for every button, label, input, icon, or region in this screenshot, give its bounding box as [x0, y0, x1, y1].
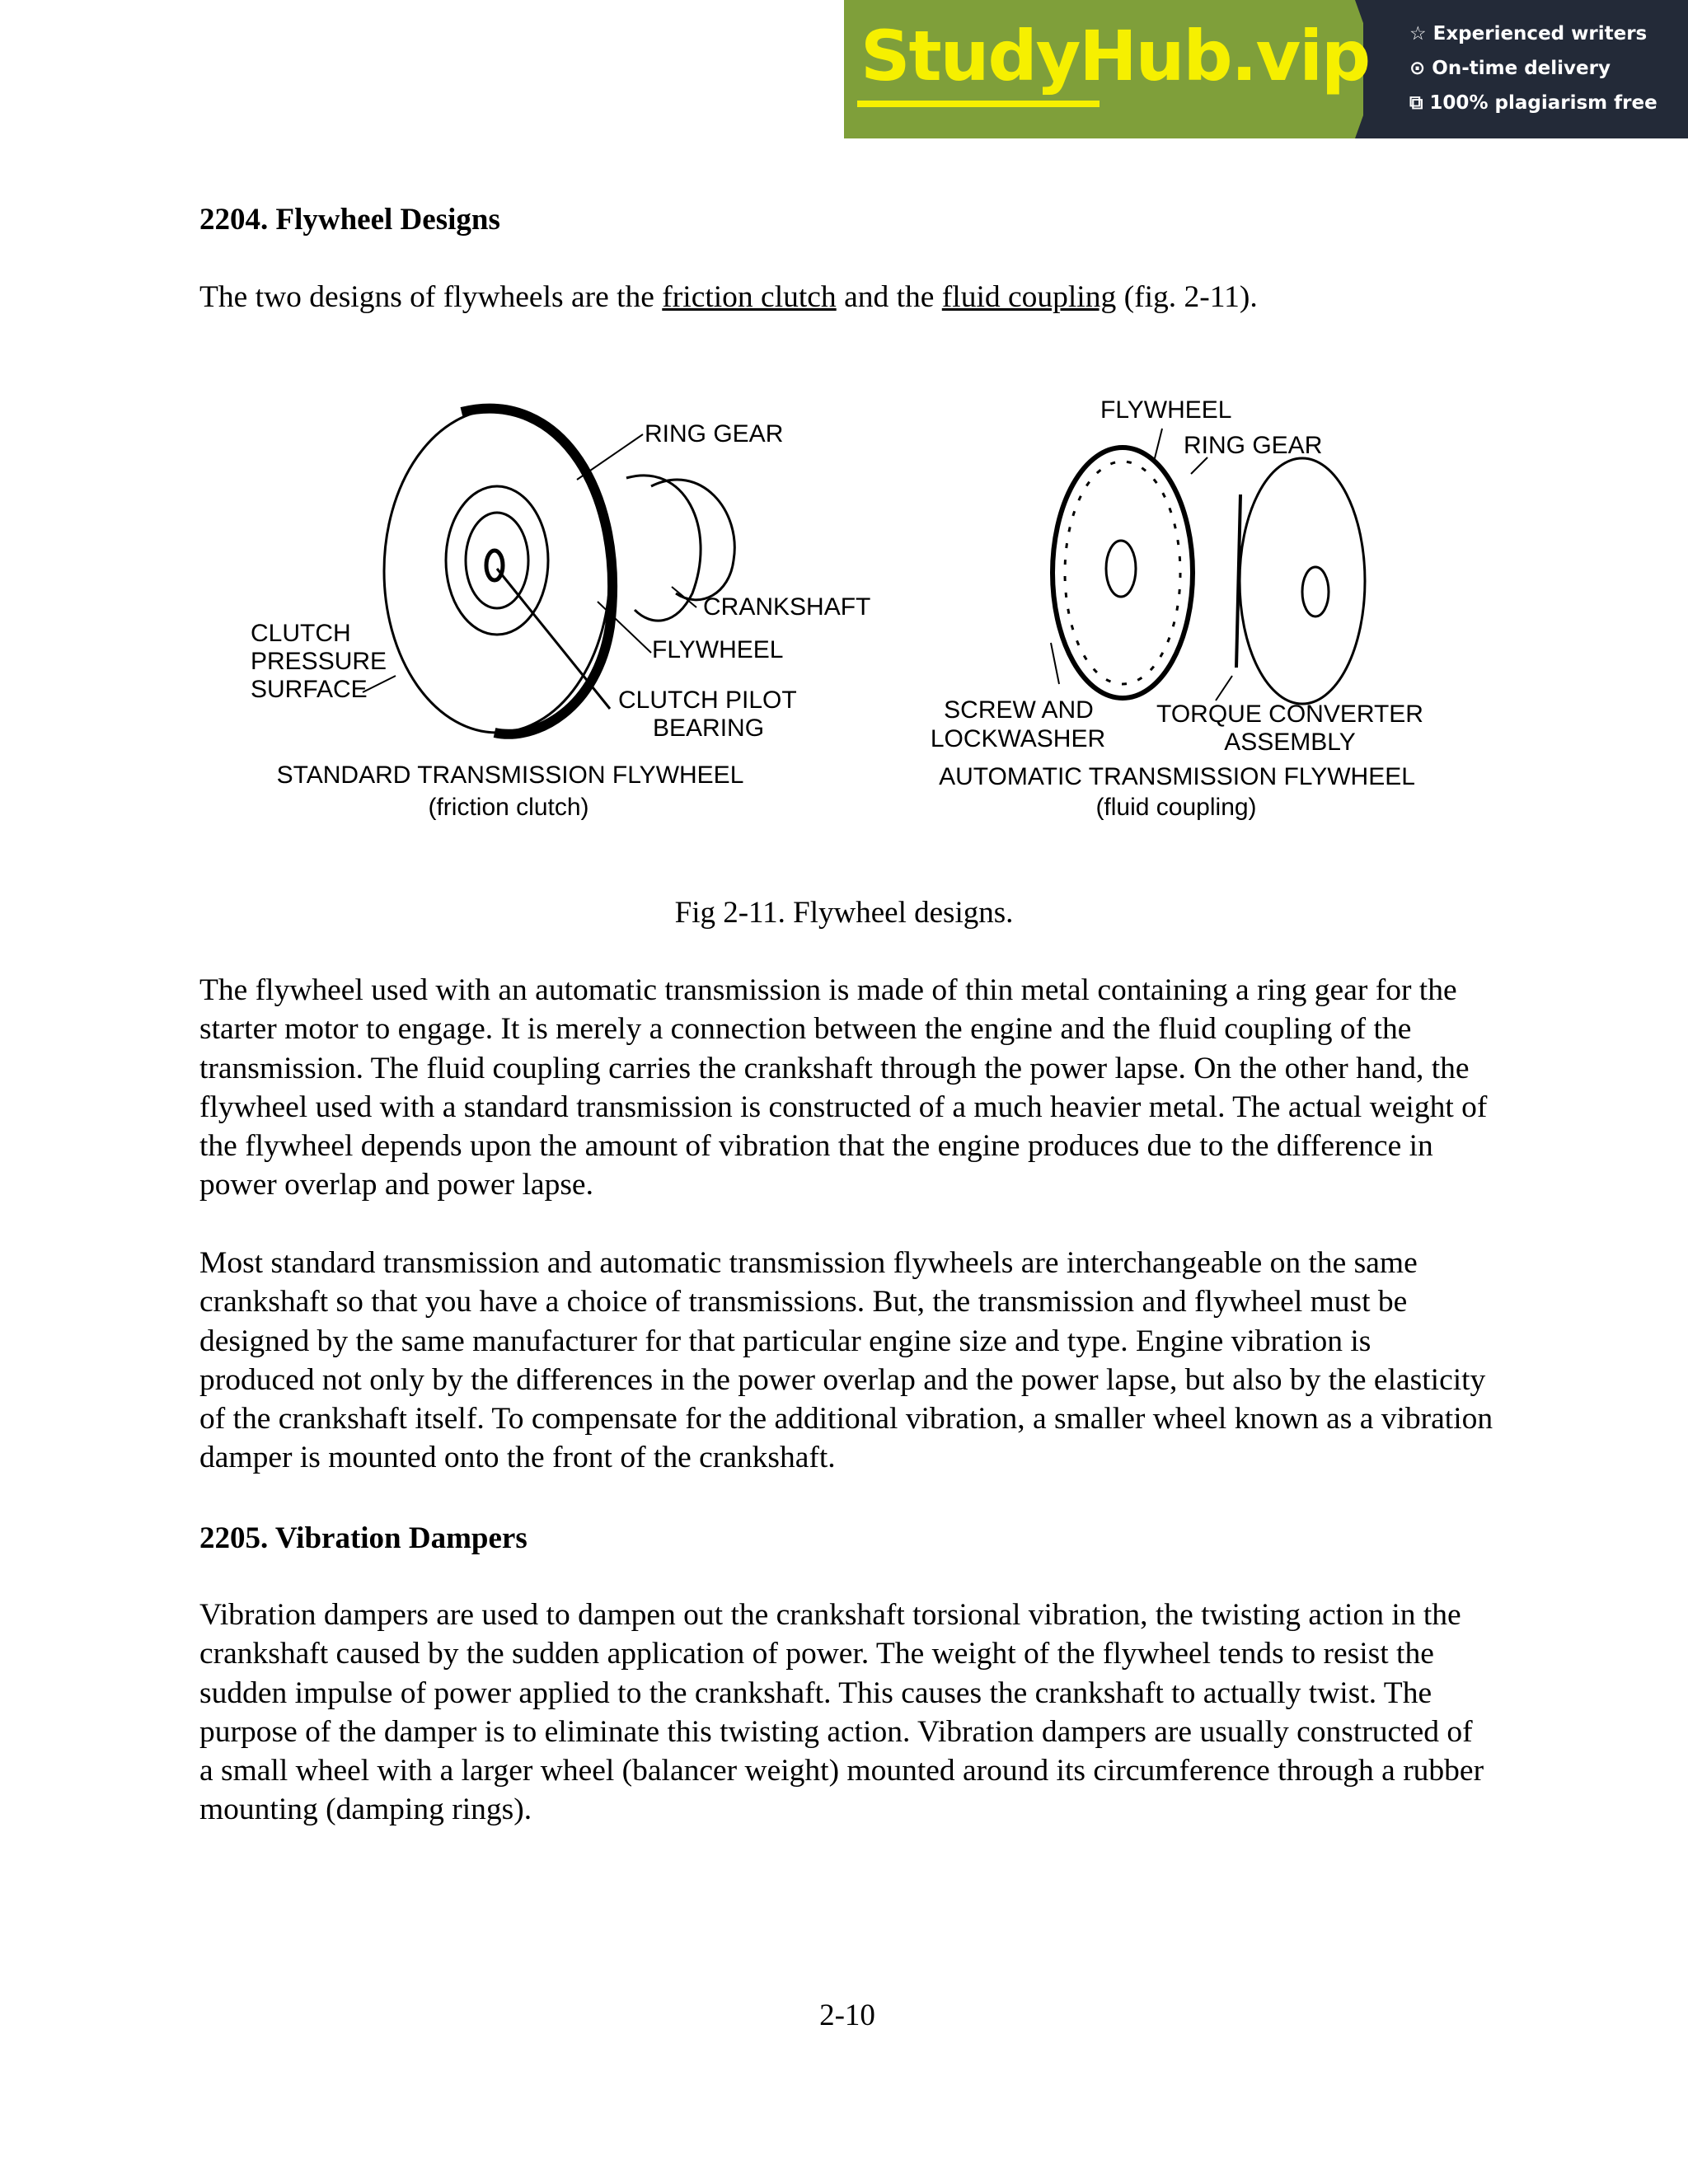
feature-on-time-delivery: ⊙ On-time delivery: [1409, 58, 1611, 79]
standard-flywheel-title: STANDARD TRANSMISSION FLYWHEEL: [276, 762, 744, 789]
section-heading-2205: 2205. Vibration Dampers: [199, 1521, 528, 1555]
label-screw-and: SCREW AND: [944, 696, 1094, 724]
flywheel-illustrations: [0, 0, 1688, 907]
label-assembly: ASSEMBLY: [1224, 729, 1356, 756]
label-crankshaft: CRANKSHAFT: [703, 593, 871, 621]
label-ring-gear-right: RING GEAR: [1184, 432, 1323, 459]
label-clutch-pilot: CLUTCH PILOT: [618, 687, 797, 714]
automatic-flywheel-subtitle: (fluid coupling): [1095, 794, 1257, 821]
intro-text: The two designs of flywheels are the: [199, 280, 663, 314]
automatic-flywheel-title: AUTOMATIC TRANSMISSION FLYWHEEL: [939, 763, 1415, 790]
section-heading-2204: 2204. Flywheel Designs: [199, 203, 500, 237]
label-surface: SURFACE: [251, 676, 368, 703]
label-torque-converter: TORQUE CONVERTER: [1156, 701, 1423, 728]
automatic-flywheel-drawing: [1051, 429, 1365, 704]
label-bearing: BEARING: [653, 715, 765, 742]
feature-experienced-writers: ☆ Experienced writers: [1409, 23, 1648, 45]
label-lockwasher: LOCKWASHER: [930, 725, 1106, 752]
paragraph-automatic-flywheel: The flywheel used with an automatic transmission is made of thin metal containing a ring gear for the starter motor to engage. It is merely a connection between the engine and the fluid coupling of the transmission. The fluid coupling carries the crankshaft through the power lapse. On the other hand, the flywheel used with a standard transmission is constructed of a much heavier metal. The actual weight of the flywheel depends upon the amount of vibration that the engine produces due to the difference in power overlap and power lapse.: [199, 973, 1488, 1202]
intro-text: and the: [836, 280, 942, 314]
paragraph-vibration-dampers: Vibration dampers are used to dampen out the crankshaft torsional vibration, the twisting action in the crankshaft caused by the sudden application of power. The weight of the flywheel tends to resist the sudden impulse of power applied to the crankshaft. This causes the crankshaft to actually twist. The purpose of the damper is to eliminate this twisting action. Vibration dampers are usually constructed of a small wheel with a larger wheel (balancer weight) mounted around its circumference through a rubber mounting (damping rings).: [199, 1598, 1484, 1827]
feature-plagiarism-free: ⧉ 100% plagiarism free: [1409, 92, 1658, 114]
page-number: 2-10: [819, 1999, 875, 2032]
label-pressure: PRESSURE: [251, 648, 387, 675]
fluid-coupling-term: fluid coupling: [941, 280, 1117, 314]
studyhub-logo: StudyHub.vip: [860, 16, 1370, 96]
label-ring-gear-left: RING GEAR: [645, 420, 784, 448]
paragraph-interchangeable: Most standard transmission and automatic transmission flywheels are interchangeable on the same crankshaft so that you have a choice of transmissions. But, the transmission and flywheel must be designed by the same manufacturer for that particular engine size and type. Engine vibration is produced not only by the differences in the power overlap and the power lapse, but also by the elasticity of the crankshaft itself. To compensate for the additional vibration, a smaller wheel known as a vibration damper is mounted onto the front of the crankshaft.: [199, 1246, 1493, 1475]
label-flywheel-left: FLYWHEEL: [652, 636, 784, 663]
label-flywheel-right: FLYWHEEL: [1100, 396, 1232, 424]
standard-flywheel-drawing: [363, 409, 734, 734]
standard-flywheel-subtitle: (friction clutch): [428, 794, 589, 821]
friction-clutch-term: friction clutch: [662, 280, 837, 314]
figure-caption: Fig 2-11. Flywheel designs.: [674, 896, 1014, 930]
label-clutch: CLUTCH: [251, 620, 351, 647]
intro-text: (fig. 2-11).: [1116, 280, 1258, 314]
